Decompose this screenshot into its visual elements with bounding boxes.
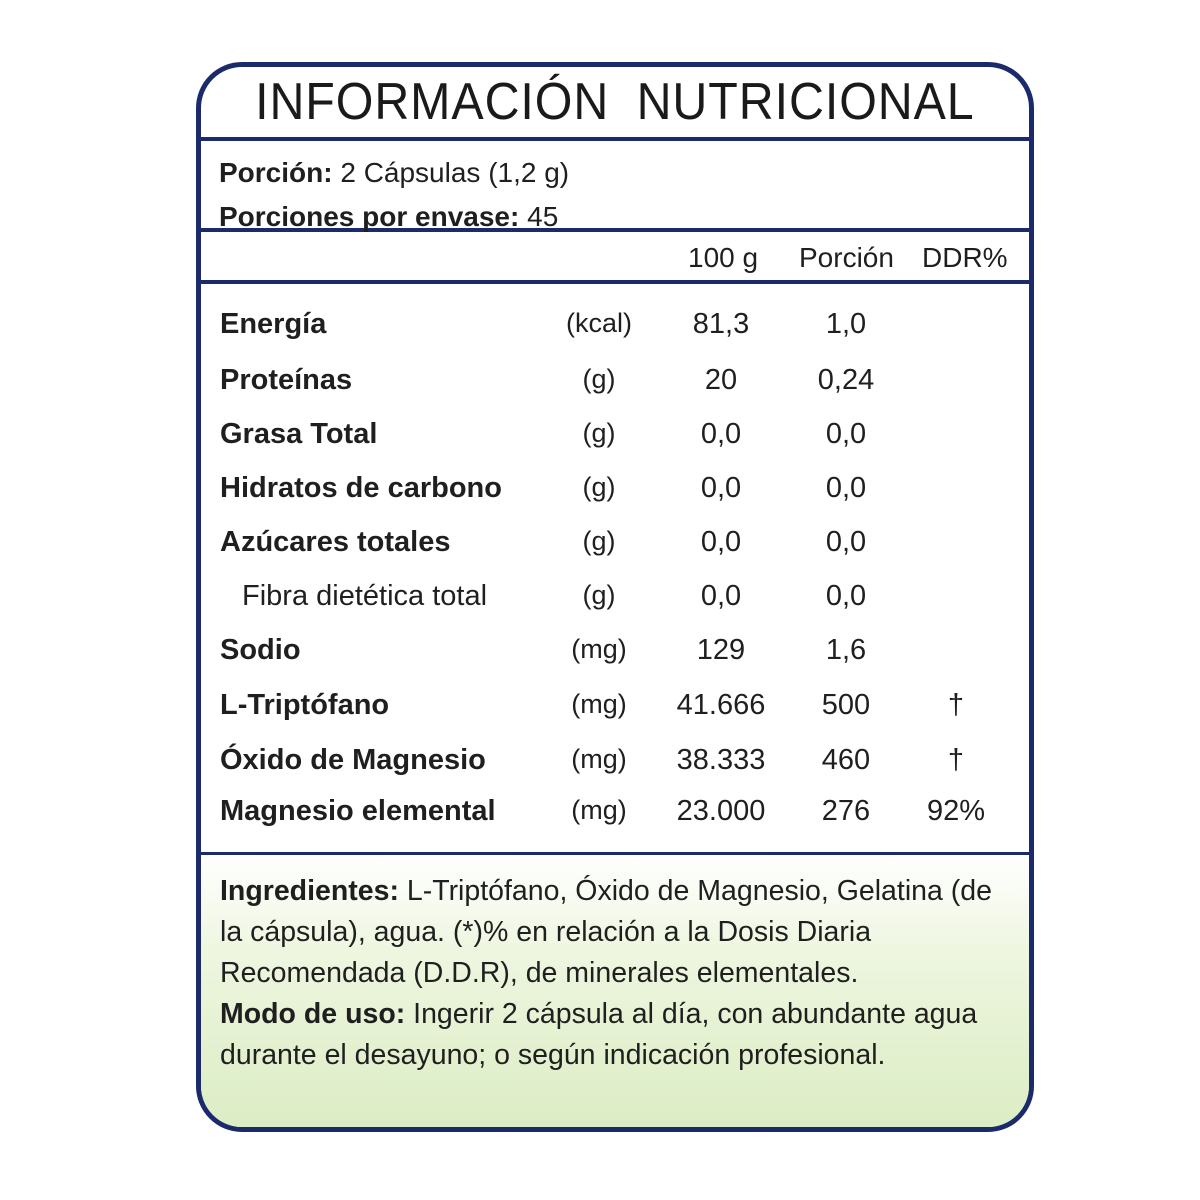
col-ddr: DDR% bbox=[922, 242, 1008, 273]
nutrient-row bbox=[201, 472, 1029, 522]
nutrient-per100: 23.000 bbox=[676, 795, 766, 827]
nutrient-unit: (g) bbox=[582, 418, 616, 448]
nutrient-name: Fibra dietética total bbox=[242, 580, 488, 612]
nutrient-name: Proteínas bbox=[220, 364, 353, 396]
nutrient-row bbox=[201, 689, 1029, 739]
nutrient-name: Sodio bbox=[220, 634, 301, 666]
usage-label: Modo de uso: bbox=[220, 998, 406, 1030]
serving-info bbox=[201, 141, 1029, 232]
nutrient-per100: 0,0 bbox=[700, 580, 742, 612]
nutrient-row bbox=[201, 526, 1029, 576]
ingredients-paragraph bbox=[220, 871, 1009, 994]
nutrient-table bbox=[201, 284, 1029, 856]
nutrient-per100: 38.333 bbox=[676, 744, 766, 776]
nutrient-row bbox=[201, 795, 1029, 845]
nutrient-ddr: 92% bbox=[926, 795, 986, 827]
nutrient-name: Azúcares totales bbox=[220, 526, 451, 558]
nutrient-row bbox=[201, 634, 1029, 684]
nutrient-unit: (g) bbox=[582, 580, 616, 610]
nutrient-portion: 0,24 bbox=[817, 364, 875, 396]
col-portion: Porción bbox=[799, 242, 894, 273]
nutrient-portion: 0,0 bbox=[825, 472, 867, 504]
portion-label: Porción: bbox=[219, 157, 333, 188]
nutrient-unit: (g) bbox=[582, 472, 616, 502]
nutrient-per100: 0,0 bbox=[700, 526, 742, 558]
nutrient-row bbox=[201, 580, 1029, 630]
nutrient-ddr: † bbox=[947, 744, 965, 776]
per-pack-label: Porciones por envase: bbox=[219, 201, 520, 232]
nutrient-per100: 20 bbox=[704, 364, 738, 396]
nutrient-portion: 460 bbox=[821, 744, 871, 776]
title-bar bbox=[201, 67, 1029, 141]
nutrient-name: Óxido de Magnesio bbox=[220, 744, 486, 776]
page-title: INFORMACIÓN NUTRICIONAL bbox=[255, 73, 975, 131]
portion-value: 2 Cápsulas (1,2 g) bbox=[332, 157, 570, 188]
nutrient-per100: 0,0 bbox=[700, 418, 742, 450]
nutrient-name: Hidratos de carbono bbox=[220, 472, 502, 504]
col-per100: 100 g bbox=[688, 242, 759, 273]
nutrient-portion: 0,0 bbox=[825, 526, 867, 558]
nutrient-name: Grasa Total bbox=[220, 418, 378, 450]
ingredients-text: L-Triptófano, Óxido de Magnesio, Gelatina (de la cápsula), agua. (*)% en relación a la Dosis Diaria Recomendada (D.D.R), de minerales elementales. bbox=[220, 875, 992, 989]
usage-paragraph bbox=[220, 994, 1009, 1076]
nutrient-name: Magnesio elemental bbox=[220, 795, 496, 827]
ingredients-label: Ingredientes: bbox=[220, 875, 399, 907]
nutrient-unit: (g) bbox=[582, 526, 616, 556]
nutrient-ddr: † bbox=[947, 689, 965, 721]
usage-text: Ingerir 2 cápsula al día, con abundante agua durante el desayuno; o según indicación profesional. bbox=[220, 998, 978, 1071]
nutrient-portion: 1,6 bbox=[825, 634, 867, 666]
nutrient-unit: (mg) bbox=[571, 689, 627, 719]
nutrient-row bbox=[201, 308, 1029, 358]
nutrient-name: Energía bbox=[220, 308, 327, 340]
nutrient-portion: 500 bbox=[821, 689, 871, 721]
nutrient-per100: 0,0 bbox=[700, 472, 742, 504]
nutrient-per100: 81,3 bbox=[692, 308, 750, 340]
nutrient-per100: 129 bbox=[696, 634, 746, 666]
nutrient-unit: (mg) bbox=[571, 744, 627, 774]
ingredients-section bbox=[201, 855, 1029, 1127]
nutrient-row bbox=[201, 364, 1029, 414]
nutrient-portion: 276 bbox=[821, 795, 871, 827]
portion-line bbox=[219, 151, 1029, 195]
nutrient-name: L-Triptófano bbox=[220, 689, 390, 721]
nutrient-portion: 0,0 bbox=[825, 418, 867, 450]
nutrient-unit: (kcal) bbox=[566, 308, 632, 338]
column-headers bbox=[201, 232, 1029, 284]
nutrient-row bbox=[201, 418, 1029, 468]
nutrition-label bbox=[196, 62, 1034, 1132]
nutrient-unit: (g) bbox=[582, 364, 616, 394]
nutrient-per100: 41.666 bbox=[676, 689, 766, 721]
nutrient-row bbox=[201, 744, 1029, 794]
nutrient-portion: 1,0 bbox=[825, 308, 867, 340]
nutrient-unit: (mg) bbox=[571, 795, 627, 825]
per-pack-value: 45 bbox=[519, 201, 559, 232]
nutrient-unit: (mg) bbox=[571, 634, 627, 664]
nutrient-portion: 0,0 bbox=[825, 580, 867, 612]
